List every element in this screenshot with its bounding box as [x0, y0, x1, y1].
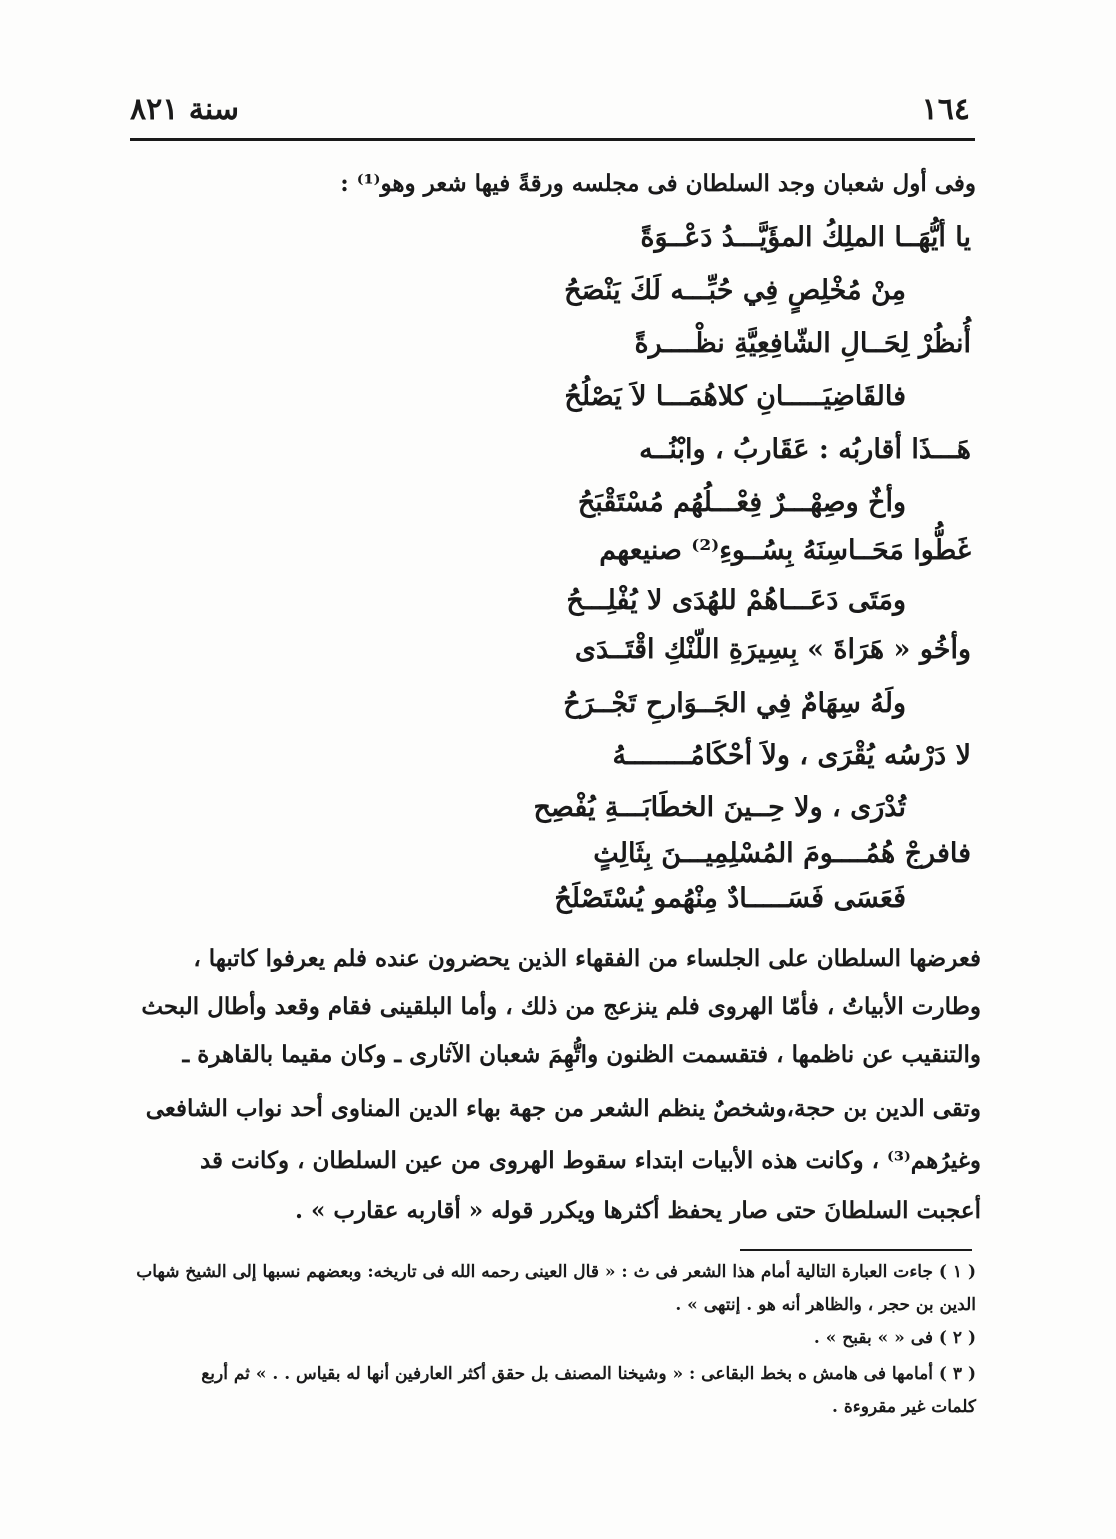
poem-verse-7-first: فافرجْ هُمُــــومَ المُسْلِمِيـــنَ بِثَالِثٍ — [593, 838, 971, 869]
body-line-2: وطارت الأبياتُ ، فأمّا الهروى فلم ينزعج من ذلك ، وأما البلقينى فقام وقعد وأطال البحث — [141, 993, 981, 1020]
footnote-3-line-2: كلمات غير مقروءة . — [831, 1397, 976, 1417]
poem-verse-5-first: وأخُو « هَرَاةَ » بِسِيرَةِ اللّنْكِ اقْتَــدَى — [574, 634, 971, 665]
page-number: ١٦٤ — [921, 92, 970, 127]
footnote-divider — [740, 1249, 972, 1251]
poem-verse-1-first: يا أيُّهَــا الملِكُ المؤَيَّـــدُ دَعْــوَةً — [640, 222, 971, 253]
footnote-1-line-1: ( ١ ) جاءت العبارة التالية أمام هذا الشعر فى ث : « قال العينى رحمه الله فى تاريخه: وبعضهم نسبها إلى الشيخ شهاب — [136, 1262, 976, 1282]
poem-verse-4-first: غَطُّوا مَحَــاسِنَهُ بِسُــوءِ⁽²⁾ صنيعهم — [599, 535, 971, 566]
poem-verse-6-first: لا دَرْسُه يُقْرَى ، ولاَ أحْكَامُــــــــهُ — [612, 740, 971, 771]
poem-verse-5-second: ولَهُ سِهَامٌ فِي الجَــوَارحِ تَجْــرَحُ — [563, 688, 906, 719]
body-line-5: وغيرُهم⁽³⁾ ، وكانت هذه الأبيات ابتداء سقوط الهروى من عين السلطان ، وكانت قد — [199, 1147, 981, 1174]
poem-verse-4-second: ومَتَى دَعَـــاهُمْ للهُدَى لا يُفْلِـــحُ — [566, 585, 906, 616]
poem-verse-2-first: أُنظُرْ لِحَــالِ الشّافِعِيَّةِ نظْــــرةً — [634, 328, 971, 359]
body-line-4: وتقى الدين بن حجة،وشخصٌ ينظم الشعر من جهة بهاء الدين المناوى أحد نواب الشافعى — [145, 1095, 981, 1122]
poem-verse-6-second: تُدْرَى ، ولا حِــينَ الخطَابَـــةِ يُفْصِح — [533, 792, 906, 823]
footnote-3-line-1: ( ٣ ) أمامها فى هامش ه بخط البقاعى : « وشيخنا المصنف بل حقق أكثر العارفين أنها له بقياس . . » ثم أربع — [201, 1364, 976, 1384]
header-divider — [130, 138, 975, 141]
running-head-year: سنة ٨٢١ — [130, 92, 240, 127]
footnote-2: ( ٢ ) فى « » بقبح » . — [813, 1328, 976, 1348]
body-line-6: أعجبت السلطانَ حتى صار يحفظ أكثرها ويكرر قوله « أقاربه عقارب » . — [294, 1197, 981, 1224]
body-line-3: والتنقيب عن ناظمها ، فتقسمت الظنون واتُّهِمَ شعبان الآثارى ـ وكان مقيما بالقاهرة ـ — [182, 1041, 981, 1068]
poem-verse-1-second: مِنْ مُخْلِصٍ فِي حُبِّـــه لَكَ يَنْصَحُ — [564, 275, 906, 306]
footnote-1-line-2: الدين بن حجر ، والظاهر أنه هو . إنتهى » . — [675, 1295, 976, 1315]
page-header — [130, 92, 970, 132]
body-line-1: فعرضها السلطان على الجلساء من الفقهاء الذين يحضرون عنده فلم يعرفوا كاتبها ، — [193, 945, 981, 972]
poem-verse-3-second: وأخٌ وصِهْـــرٌ فِعْـــلُهُم مُسْتَقْبَحُ — [577, 487, 906, 518]
poem-verse-7-second: فَعَسَى فَسَـــــادٌ مِنْهُمو يُسْتَصْلَحُ — [554, 883, 906, 914]
intro-line: وفى أول شعبان وجد السلطان فى مجلسه ورقةً فيها شعر وهو⁽¹⁾ : — [340, 170, 976, 197]
poem-verse-2-second: فالقَاضِيَـــــانِ كلاهُمَـــا لاَ يَصْلُحُ — [564, 381, 906, 412]
poem-verse-3-first: هَـــذَا أقاربُه : عَقَاربُ ، وابْنُــه — [639, 434, 971, 465]
